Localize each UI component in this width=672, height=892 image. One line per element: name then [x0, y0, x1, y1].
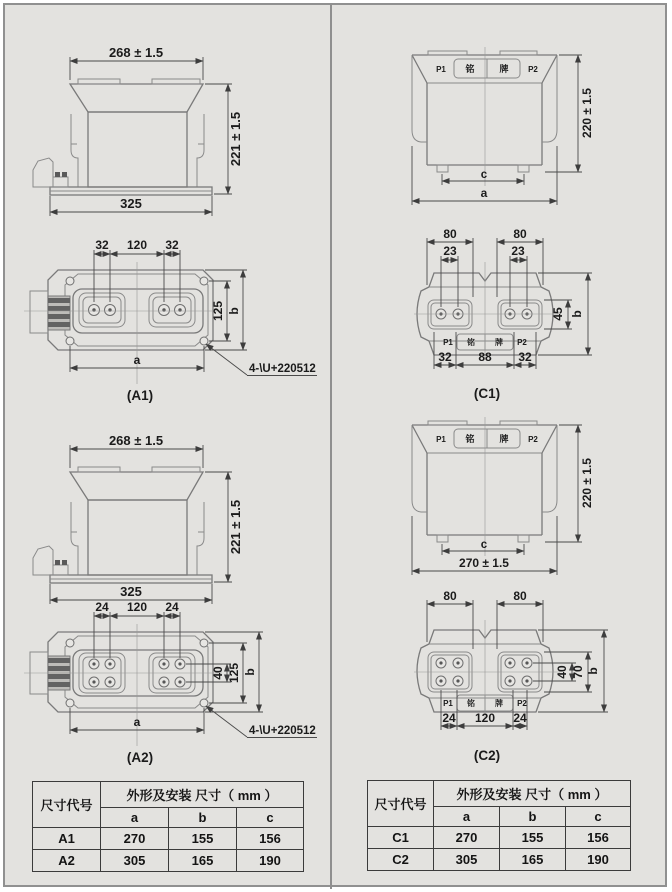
- dim-label: 120: [474, 711, 496, 725]
- plan-view-c2: [414, 589, 608, 763]
- side-view-a2: [33, 433, 243, 604]
- cell-b: 155: [500, 827, 566, 849]
- dim-label: a: [133, 715, 141, 729]
- row-code: C1: [368, 827, 434, 849]
- dim-label: 80: [513, 227, 527, 241]
- table-row: [33, 828, 304, 850]
- dim-width-label: 270 ± 1.5: [459, 556, 509, 570]
- leader-line: [206, 344, 247, 375]
- dim-label: 32: [95, 238, 109, 252]
- terminal-label-p1: P1: [443, 338, 453, 347]
- dim-label: 40: [211, 666, 225, 680]
- table-row: [368, 827, 631, 849]
- cell-c: 190: [566, 849, 631, 871]
- dim-label: 32: [165, 238, 179, 252]
- plan-view-a2: [24, 600, 317, 765]
- dim-width-label: a: [480, 186, 488, 200]
- terminal-label-p1: P1: [443, 699, 453, 708]
- nameplate-char-left: 铭: [467, 699, 475, 708]
- dim-label: b: [586, 667, 600, 675]
- dim-label: b: [243, 668, 257, 676]
- terminal-label-p2: P2: [517, 699, 527, 708]
- table-dims-header: 外形及安装 尺寸（ mm ）: [434, 781, 631, 807]
- nameplate-char-right: 牌: [495, 699, 503, 708]
- dim-label: 125: [227, 662, 241, 684]
- dim-label: 80: [443, 589, 457, 603]
- dim-label: 70: [571, 665, 585, 679]
- cell-c: 190: [237, 850, 304, 872]
- caption-a2: (A2): [126, 750, 154, 765]
- table-col-a: a: [101, 808, 169, 828]
- cell-a: 305: [101, 850, 169, 872]
- cell-c: 156: [566, 827, 631, 849]
- dim-label: 45: [551, 307, 565, 321]
- cell-c: 156: [237, 828, 304, 850]
- plan-view-c1: [414, 227, 592, 401]
- row-code: A2: [33, 850, 101, 872]
- nameplate-char-right: 牌: [495, 338, 503, 347]
- dim-label: 32: [518, 350, 532, 364]
- body-octagon: [65, 274, 208, 346]
- cell-a: 305: [434, 849, 500, 871]
- side-view-a1: [33, 45, 243, 216]
- caption-c2: (C2): [473, 748, 501, 763]
- centerlines: [414, 262, 560, 358]
- table-row: [368, 849, 631, 871]
- table-col-c: c: [237, 808, 304, 828]
- dim-label: 24: [442, 711, 456, 725]
- front-view-c1: [412, 47, 594, 205]
- cell-b: 155: [169, 828, 237, 850]
- table-code-header: 尺寸代号: [33, 782, 101, 828]
- caption-a1: (A1): [126, 388, 154, 403]
- dim-label: 23: [443, 244, 457, 258]
- dim-label: 40: [555, 665, 569, 679]
- terminal-label-p2: P2: [517, 338, 527, 347]
- terminal-box-left: [79, 293, 125, 327]
- front-view-c2: [412, 417, 594, 575]
- row-code: A1: [33, 828, 101, 850]
- hole-note: 4-\U+220512: [249, 725, 316, 737]
- dim-label: b: [227, 307, 241, 315]
- lv-connector: [30, 291, 48, 333]
- cell-a: 270: [434, 827, 500, 849]
- dim-label: 120: [126, 600, 148, 614]
- nameplate-char-left: 铭: [467, 338, 475, 347]
- table-code-header: 尺寸代号: [368, 781, 434, 827]
- dim-label: 80: [443, 227, 457, 241]
- plan-view-a1: [24, 238, 317, 403]
- cell-a: 270: [101, 828, 169, 850]
- dim-label: 24: [165, 600, 179, 614]
- dim-label: 32: [438, 350, 452, 364]
- cell-b: 165: [500, 849, 566, 871]
- table-col-b: b: [500, 807, 566, 827]
- dim-label: 23: [511, 244, 525, 258]
- dimension-table-c: [367, 780, 631, 871]
- table-col-b: b: [169, 808, 237, 828]
- dim-label: 125: [211, 300, 225, 322]
- terminal-box-left: [428, 300, 472, 329]
- extension-lines: [441, 256, 527, 307]
- row-code: C2: [368, 849, 434, 871]
- table-dims-header: 外形及安装 尺寸（ mm ）: [101, 782, 304, 808]
- leader-line: [206, 706, 247, 737]
- dim-label: 80: [513, 589, 527, 603]
- caption-c1: (C1): [473, 386, 501, 401]
- dimension-table-a: [32, 781, 304, 872]
- table-col-a: a: [434, 807, 500, 827]
- dim-label: 88: [478, 350, 492, 364]
- dim-label: 120: [126, 238, 148, 252]
- terminal-box-right: [149, 293, 195, 327]
- dim-label: b: [570, 310, 584, 318]
- dim-label: 24: [95, 600, 109, 614]
- table-row: [33, 850, 304, 872]
- dim-label: a: [133, 353, 141, 367]
- hole-note: 4-\U+220512: [249, 363, 316, 375]
- cell-b: 165: [169, 850, 237, 872]
- body-octagon: [65, 636, 208, 708]
- dim-label: 24: [513, 711, 527, 725]
- table-col-c: c: [566, 807, 631, 827]
